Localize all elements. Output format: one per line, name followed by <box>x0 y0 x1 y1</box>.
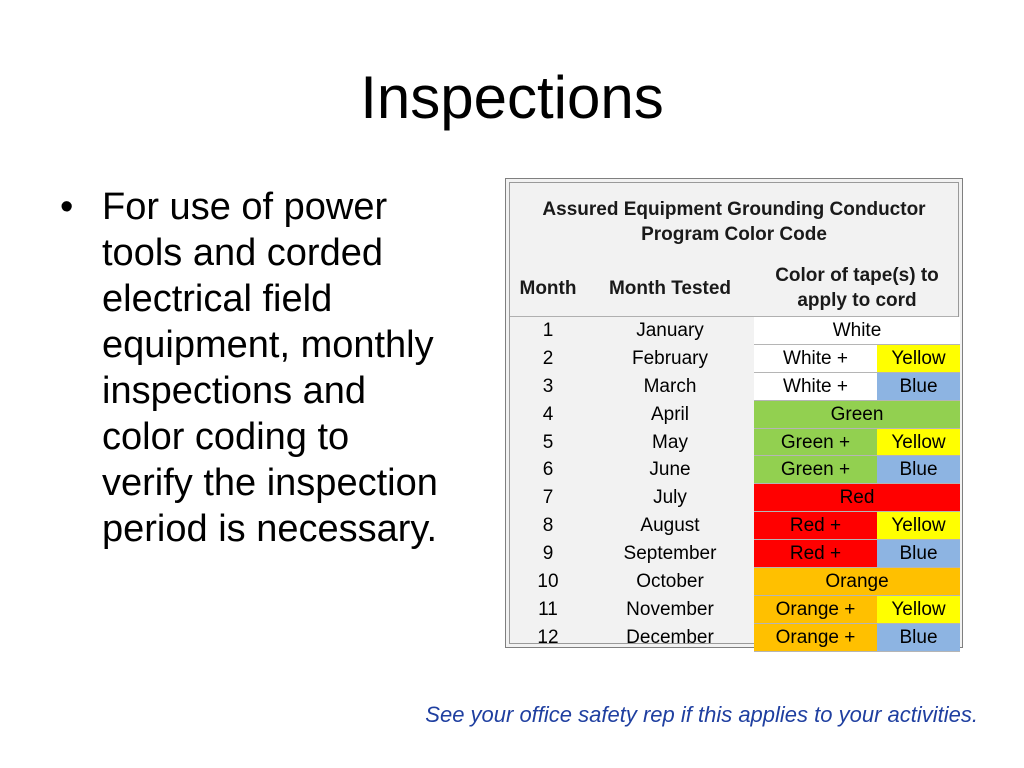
tape-color-primary: White + <box>754 373 877 401</box>
bullet-text: For use of power tools and corded electrical field equipment, monthly inspections and color coding to verify the inspection period is necessary. <box>102 186 438 550</box>
row-month-number: 7 <box>542 487 554 509</box>
tape-color-primary: Red + <box>754 512 877 540</box>
table-title-line1: Assured Equipment Grounding Conductor <box>542 199 926 220</box>
row-month-name: December <box>626 626 714 648</box>
table-row <box>510 317 958 345</box>
header-tape-color-line1: Color of tape(s) to <box>775 265 939 286</box>
row-month-name: June <box>649 459 691 481</box>
row-month-number: 11 <box>538 598 558 620</box>
tape-color-secondary: Yellow <box>877 429 960 457</box>
tape-color-primary: Orange <box>754 568 960 596</box>
row-month-name: August <box>640 515 700 537</box>
tape-color-secondary: Yellow <box>877 345 960 373</box>
tape-color-primary: White + <box>754 345 877 373</box>
tape-color-secondary: Blue <box>877 624 960 652</box>
slide-title: Inspections <box>360 64 664 131</box>
table-rows <box>510 317 958 652</box>
tape-color-primary: Green <box>754 401 960 429</box>
row-month-name: March <box>643 375 697 397</box>
bullet-marker: • <box>60 186 74 228</box>
tape-color-primary: Orange + <box>754 596 877 624</box>
table-row <box>510 624 958 652</box>
table-title <box>510 197 958 247</box>
tape-color-secondary: Blue <box>877 373 960 401</box>
row-month-name: September <box>623 543 717 565</box>
tape-color-primary: Green + <box>754 429 877 457</box>
row-month-name: April <box>650 403 689 425</box>
row-month-number: 3 <box>542 375 554 397</box>
bullet-point <box>60 184 440 552</box>
header-month-tested: Month Tested <box>608 278 732 299</box>
row-month-name: January <box>636 320 704 341</box>
table-body <box>509 182 959 648</box>
row-month-number: 1 <box>542 320 554 341</box>
tape-color-secondary: Yellow <box>877 512 960 540</box>
footer-note: See your office safety rep if this applies to your activities. <box>425 702 978 727</box>
table-row <box>510 540 958 568</box>
color-code-table <box>505 178 963 648</box>
row-month-number: 9 <box>542 543 554 565</box>
table-row <box>510 596 958 624</box>
header-tape-color-line2: apply to cord <box>797 290 917 311</box>
row-month-number: 10 <box>537 571 559 593</box>
table-title-line2: Program Color Code <box>641 224 827 245</box>
tape-color-secondary: Yellow <box>877 596 960 624</box>
table-row <box>510 512 958 540</box>
row-month-name: October <box>636 571 704 593</box>
tape-color-primary: Orange + <box>754 624 877 652</box>
row-month-name: February <box>631 347 709 369</box>
tape-color-primary: Green + <box>754 456 877 484</box>
row-month-number: 4 <box>542 403 554 425</box>
header-tape-color <box>754 263 960 313</box>
tape-color-secondary: Blue <box>877 540 960 568</box>
row-month-name: July <box>653 487 687 509</box>
tape-color-secondary: Blue <box>877 456 960 484</box>
row-month-number: 6 <box>542 459 554 481</box>
row-month-number: 12 <box>537 626 559 648</box>
table-row <box>510 484 958 512</box>
row-month-name: May <box>652 431 688 453</box>
table-row <box>510 456 958 484</box>
tape-color-primary: Red <box>754 484 960 512</box>
table-row <box>510 345 958 373</box>
tape-color-primary: Red + <box>754 540 877 568</box>
row-month-number: 8 <box>542 515 554 537</box>
row-month-number: 5 <box>542 431 554 453</box>
header-month: Month <box>519 278 577 299</box>
table-row <box>510 401 958 429</box>
table-row <box>510 568 958 596</box>
table-row <box>510 429 958 457</box>
row-month-number: 2 <box>542 347 554 369</box>
row-month-name: November <box>626 598 714 620</box>
tape-color-primary: White <box>754 317 960 345</box>
table-row <box>510 373 958 401</box>
